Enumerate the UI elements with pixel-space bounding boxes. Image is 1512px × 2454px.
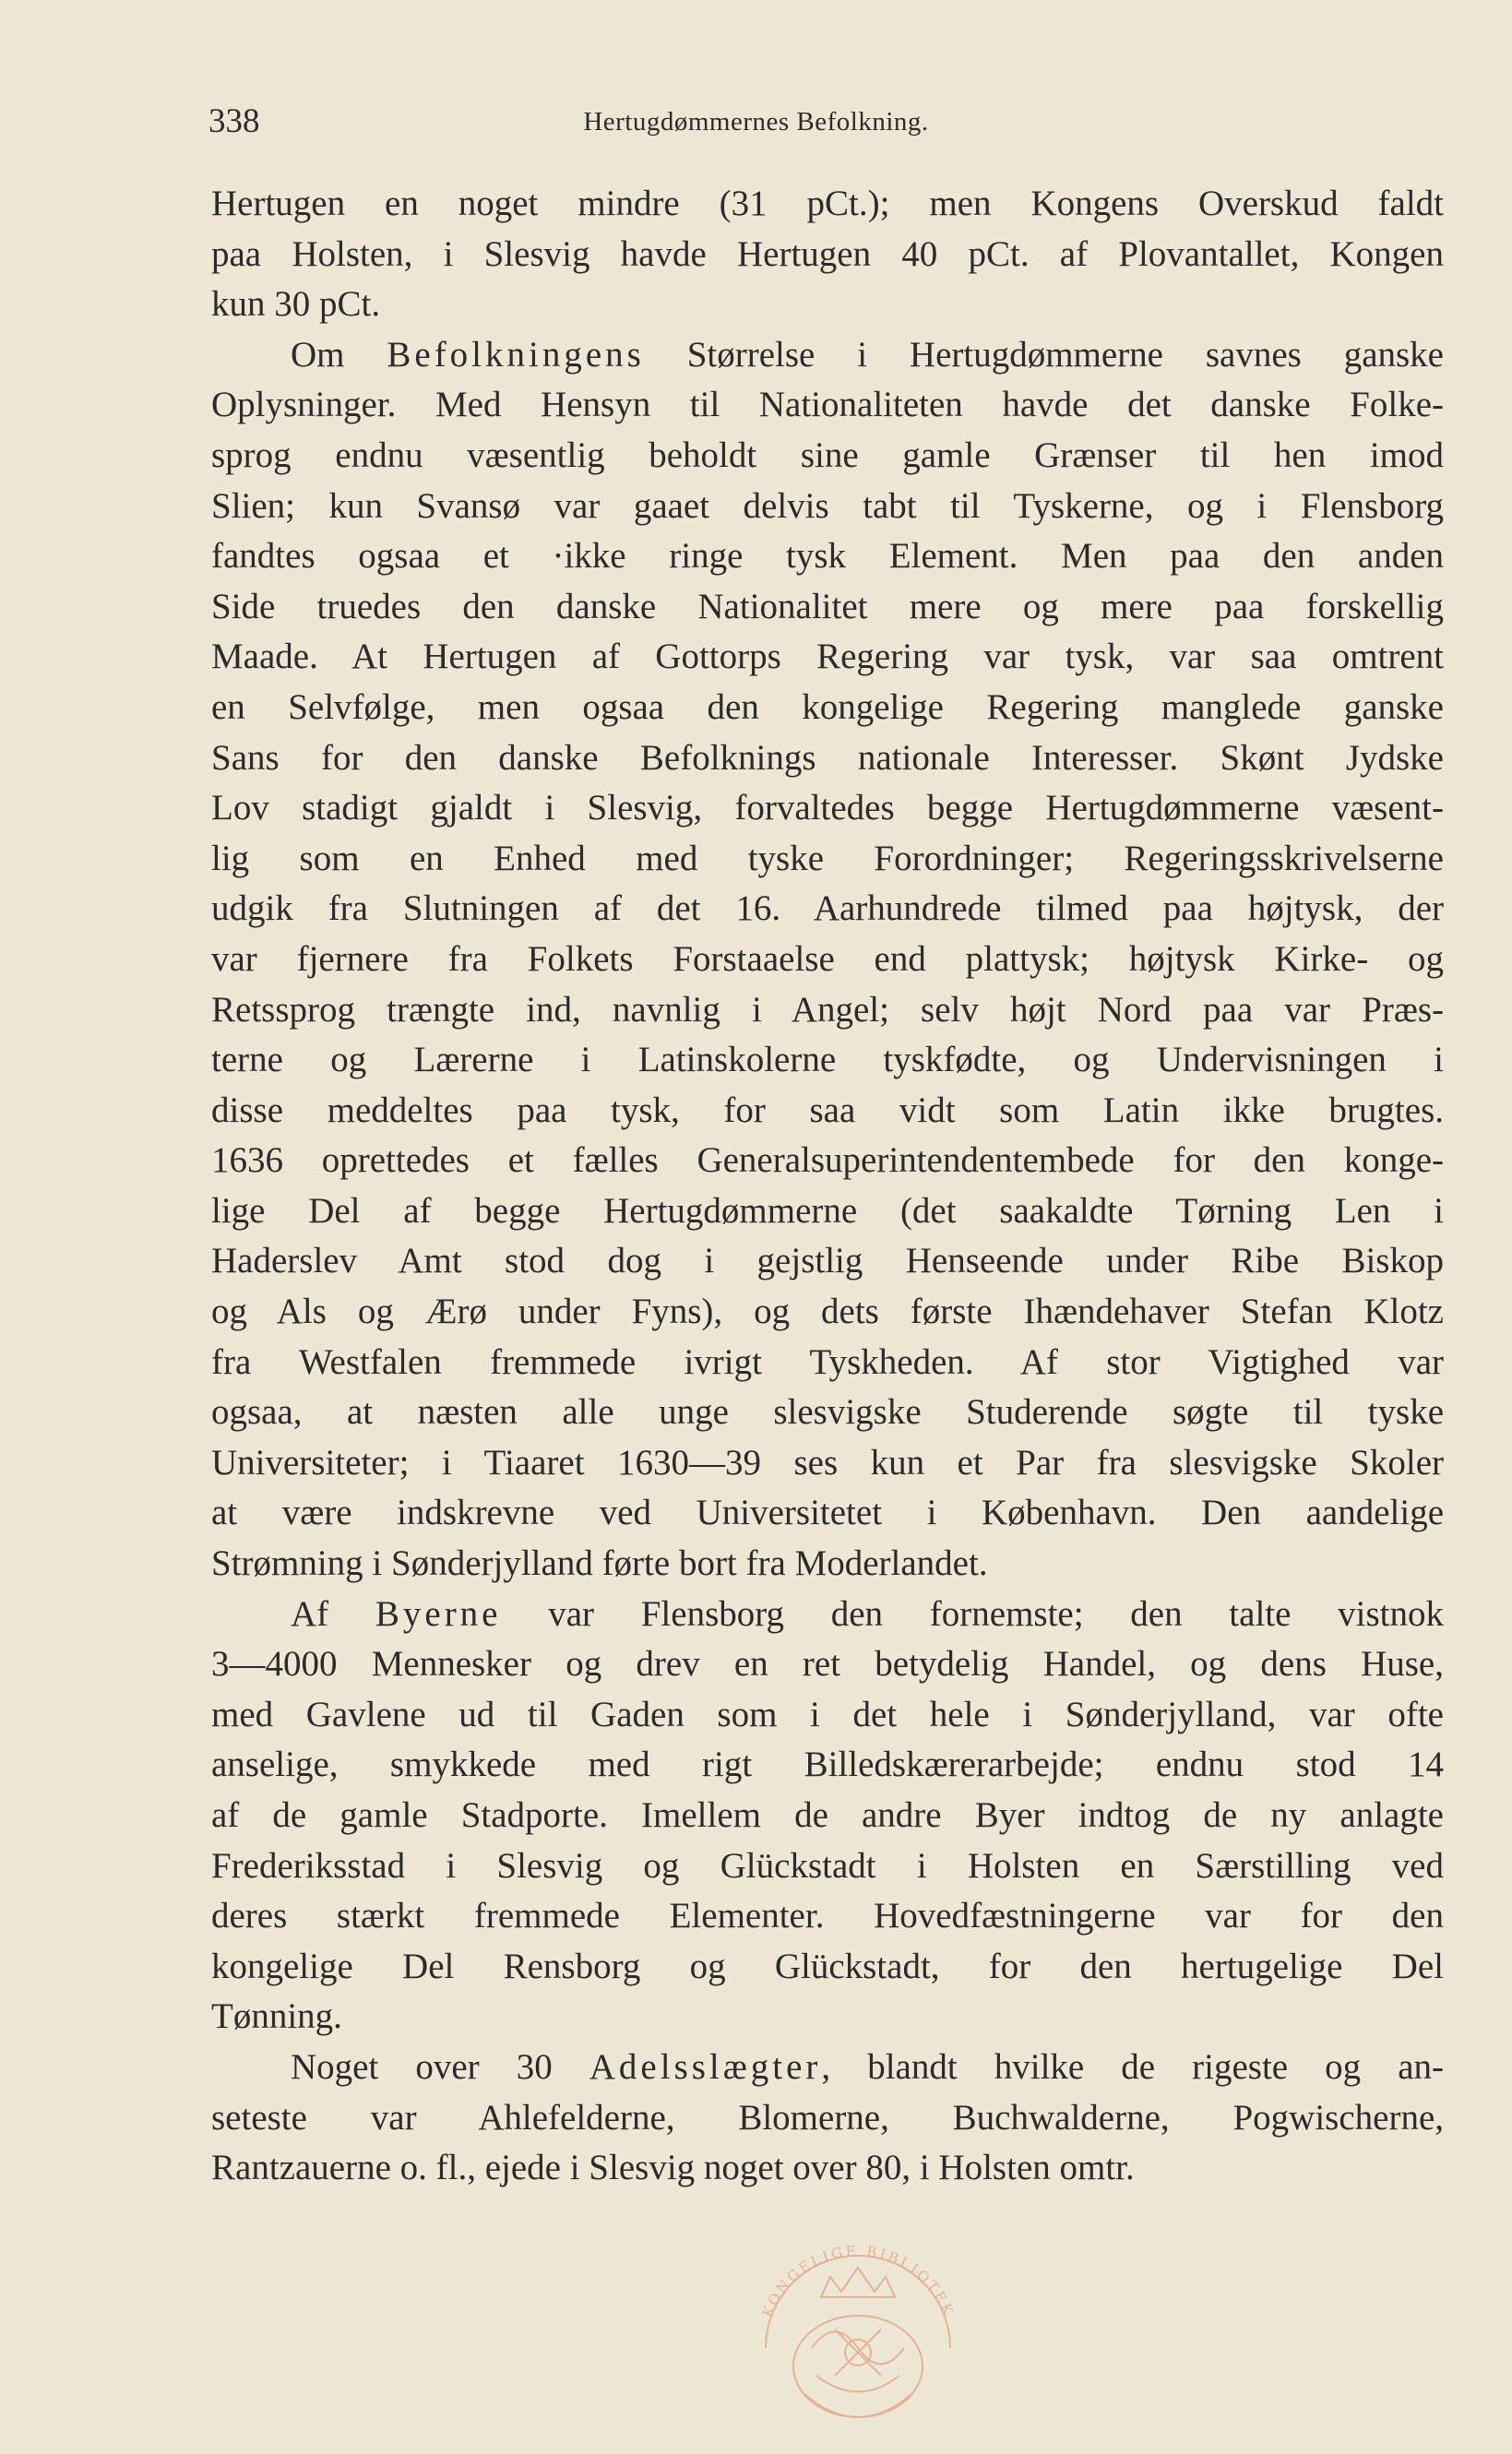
line-text: en Selvfølge, men ogsaa den kongelige Regering manglede ganske — [211, 686, 1444, 727]
running-head: Hertugdømmernes Befolkning. — [583, 107, 929, 137]
text-line — [211, 683, 1444, 733]
text-line — [211, 230, 1444, 280]
line-text: fra Westfalen fremmede ivrigt Tyskheden. Af stor Vigtighed var — [211, 1341, 1444, 1382]
line-text: kongelige Del Rensborg og Glückstadt, for den hertugelige Del — [211, 1946, 1444, 1986]
text-line — [211, 482, 1444, 532]
text-line — [211, 1186, 1444, 1237]
line-text: ogsaa, at næsten alle unge slesvigske Studerende søgte til tyske — [211, 1392, 1444, 1433]
text-line — [211, 280, 1444, 330]
spaced-emphasis: Adelsslægter — [589, 2046, 822, 2087]
text-line — [211, 2093, 1444, 2144]
text-line — [211, 330, 1444, 381]
text-line — [211, 1690, 1444, 1741]
text-line — [211, 1891, 1444, 1942]
line-text: 1636 oprettedes et fælles Generalsuperintendentembede for den konge- — [211, 1140, 1444, 1181]
text-line — [211, 531, 1444, 582]
text-line — [211, 1035, 1444, 1086]
library-stamp-icon — [720, 2210, 996, 2449]
spaced-emphasis: Befolkningens — [387, 334, 645, 375]
line-text: Strømning i Sønderjylland førte bort fra Moderlandet. — [211, 1543, 988, 1584]
spaced-emphasis: Byerne — [375, 1593, 502, 1634]
text-line — [211, 1539, 1444, 1590]
text-line — [211, 1841, 1444, 1892]
line-text: lig som en Enhed med tyske Forordninger; Regeringsskrivelserne — [211, 838, 1444, 878]
line-text: Om — [291, 334, 387, 375]
text-line — [211, 582, 1444, 633]
line-text: Lov stadigt gjaldt i Slesvig, forvaltedes begge Hertugdømmerne væsent- — [211, 788, 1444, 828]
line-text: fandtes ogsaa et ·ikke ringe tysk Element. Men paa den anden — [211, 536, 1444, 577]
text-line — [211, 1388, 1444, 1438]
line-text: anselige, smykkede med rigt Billedskærerarbejde; endnu stod 14 — [211, 1745, 1444, 1785]
text-line — [211, 884, 1444, 935]
text-line — [211, 1086, 1444, 1137]
line-text: Maade. At Hertugen af Gottorps Regering var tysk, var saa omtrent — [211, 637, 1444, 677]
text-body — [211, 179, 1444, 2194]
text-line — [211, 1791, 1444, 1841]
svg-text:KONGELIGE BIBLIOTEK — [758, 2243, 958, 2320]
text-line — [211, 2143, 1444, 2194]
line-text: og Als og Ærø under Fyns), og dets første Ihændehaver Stefan Klotz — [211, 1292, 1444, 1332]
text-line — [211, 632, 1444, 683]
text-line — [211, 1992, 1444, 2043]
line-text: Af — [291, 1593, 375, 1634]
text-line — [211, 733, 1444, 784]
line-text: Side truedes den danske Nationalitet mere og mere paa forskellig — [211, 586, 1444, 626]
text-line — [211, 2043, 1444, 2093]
line-text: sprog endnu væsentlig beholdt sine gamle Grænser til hen imod — [211, 435, 1444, 475]
line-text: at være indskrevne ved Universitetet i København. Den aandelige — [211, 1493, 1444, 1533]
line-text: paa Holsten, i Slesvig havde Hertugen 40 pCt. af Plovantallet, Kongen — [211, 233, 1444, 274]
text-line — [211, 1338, 1444, 1388]
line-text: , blandt hvilke de rigeste og an- — [821, 2046, 1444, 2087]
line-text: Noget over 30 — [291, 2046, 589, 2087]
line-text: udgik fra Slutningen af det 16. Aarhundrede tilmed paa højtysk, der — [211, 888, 1444, 929]
text-line — [211, 1639, 1444, 1690]
text-line — [211, 1236, 1444, 1287]
line-text: Retssprog trængte ind, navnlig i Angel; selv højt Nord paa var Præs- — [211, 989, 1444, 1030]
line-text: Frederiksstad i Slesvig og Glückstadt i Holsten en Særstilling ved — [211, 1845, 1444, 1886]
line-text: Tønning. — [211, 1996, 342, 2037]
stamp-text: KONGELIGE BIBLIOTEK — [758, 2242, 958, 2320]
line-text: med Gavlene ud til Gaden som i det hele i Sønderjylland, var ofte — [211, 1694, 1444, 1734]
line-text: lige Del af begge Hertugdømmerne (det saakaldte Tørning Len i — [211, 1190, 1444, 1231]
line-text: Oplysninger. Med Hensyn til Nationaliteten havde det danske Folke- — [211, 385, 1444, 425]
page-number: 338 — [208, 102, 260, 140]
text-line — [211, 1287, 1444, 1338]
text-line — [211, 783, 1444, 834]
text-line — [211, 985, 1444, 1036]
text-line — [211, 834, 1444, 885]
line-text: Størrelse i Hertugdømmerne savnes ganske — [644, 334, 1444, 375]
text-line — [211, 1942, 1444, 1993]
text-line — [211, 1438, 1444, 1489]
line-text: var Flensborg den fornemste; den talte vistnok — [501, 1593, 1444, 1634]
line-text: Universiteter; i Tiaaret 1630—39 ses kun et Par fra slesvigske Skoler — [211, 1442, 1444, 1483]
line-text: seteste var Ahlefelderne, Blomerne, Buchwalderne, Pogwischerne, — [211, 2097, 1444, 2138]
line-text: kun 30 pCt. — [211, 284, 381, 325]
line-text: Sans for den danske Befolknings nationale Interesser. Skønt Jydske — [211, 737, 1444, 778]
line-text: terne og Lærerne i Latinskolerne tyskfødte, og Undervisningen i — [211, 1040, 1444, 1080]
text-line — [211, 179, 1444, 230]
line-text: af de gamle Stadporte. Imellem de andre Byer indtog de ny anlagte — [211, 1795, 1444, 1835]
line-text: Slien; kun Svansø var gaaet delvis tabt til Tyskerne, og i Flensborg — [211, 485, 1444, 526]
line-text: disse meddeltes paa tysk, for saa vidt som Latin ikke brugtes. — [211, 1090, 1444, 1130]
line-text: deres stærkt fremmede Elementer. Hovedfæstningerne var for den — [211, 1896, 1444, 1936]
text-line — [211, 380, 1444, 431]
line-text: Haderslev Amt stod dog i gejstlig Henseende under Ribe Biskop — [211, 1241, 1444, 1281]
line-text: var fjernere fra Folkets Forstaaelse end plattysk; højtysk Kirke- og — [211, 938, 1444, 979]
text-line — [211, 1136, 1444, 1186]
text-line — [211, 1740, 1444, 1791]
text-line — [211, 431, 1444, 482]
line-text: 3—4000 Mennesker og drev en ret betydelig Handel, og dens Huse, — [211, 1644, 1444, 1685]
text-line — [211, 1488, 1444, 1539]
text-line — [211, 935, 1444, 985]
line-text: Hertugen en noget mindre (31 pCt.); men Kongens Overskud faldt — [211, 184, 1444, 223]
line-text: Rantzauerne o. fl., ejede i Slesvig noget over 80, i Holsten omtr. — [211, 2148, 1135, 2188]
text-line — [211, 1590, 1444, 1640]
